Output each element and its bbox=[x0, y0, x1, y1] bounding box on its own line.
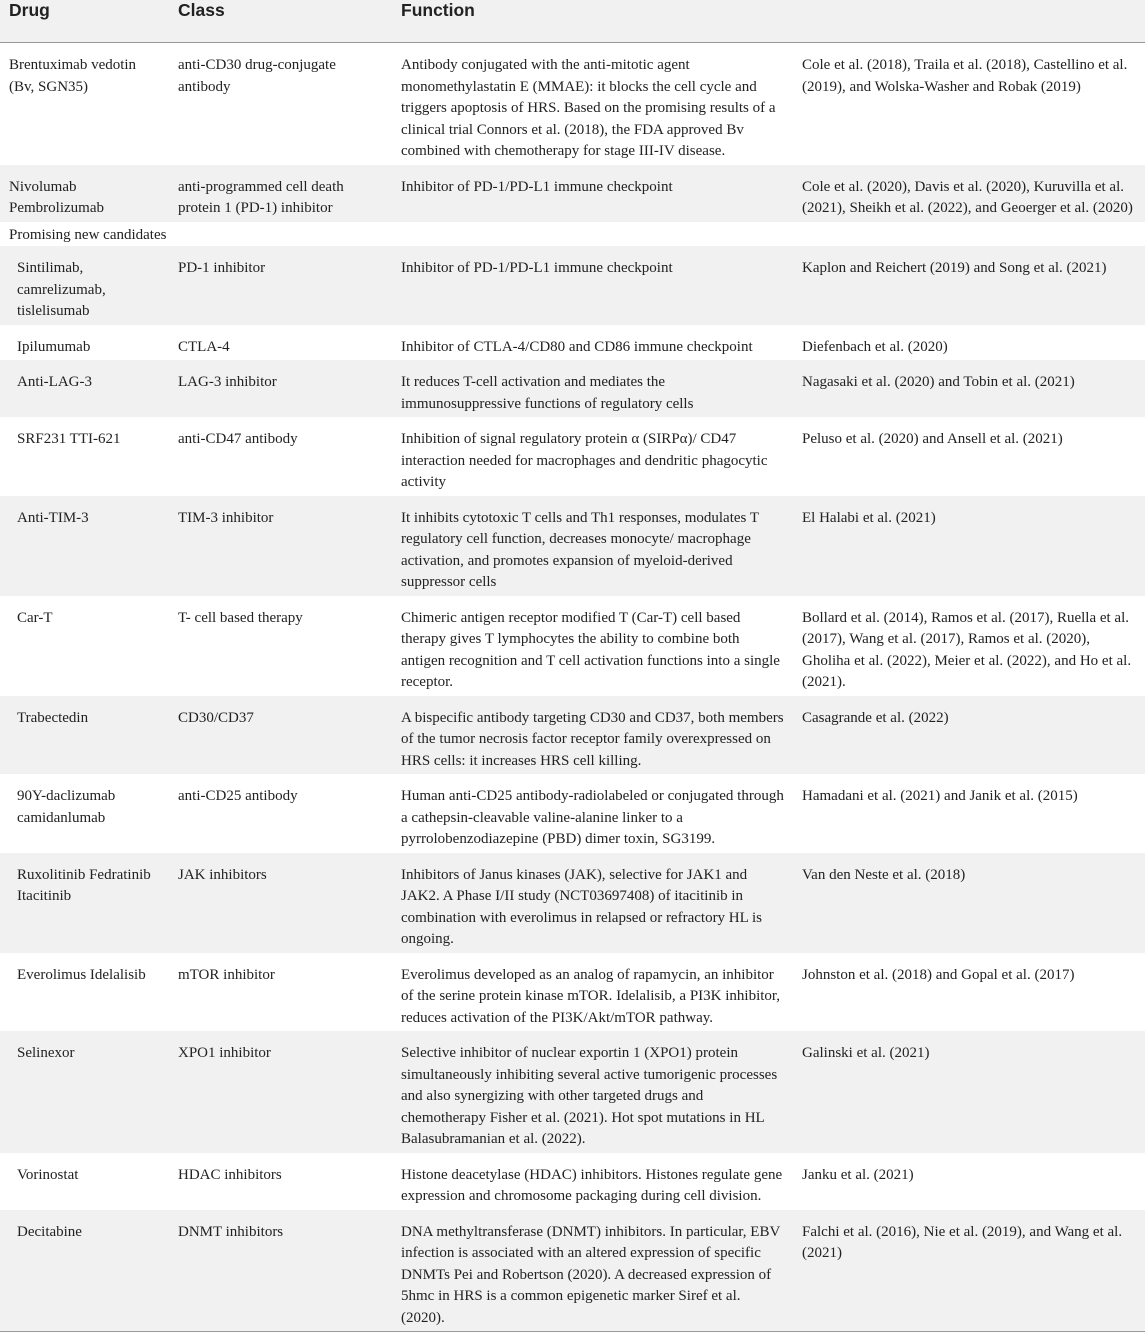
cell-class: anti-programmed cell death protein 1 (PD-1) inhibitor bbox=[178, 178, 344, 216]
table-row bbox=[0, 1031, 1145, 1153]
header-reference bbox=[793, 0, 1145, 43]
cell-class: PD-1 inhibitor bbox=[178, 260, 266, 276]
cell-drug: Anti-TIM-3 bbox=[17, 509, 89, 526]
header-class: Class bbox=[178, 0, 225, 20]
cell-function: Antibody conjugated with the anti-mitotic agent monomethylastatin E (MMAE): it blocks the cell cycle and triggers apoptosis of HRS. Based on the promising results of a clinical trial Connors et al. (2018), the FDA approved Bv combined with chemotherapy for stage III-IV disease. bbox=[401, 57, 776, 159]
cell-drug: Ruxolitinib Fedratinib Itacitinib bbox=[17, 866, 151, 904]
cell-reference: Peluso et al. (2020) and Ansell et al. (2021) bbox=[802, 431, 1063, 447]
cell-class: CD30/CD37 bbox=[178, 709, 254, 726]
table-header-row bbox=[0, 0, 1145, 43]
table-row bbox=[0, 1210, 1145, 1332]
table-row bbox=[0, 696, 1145, 775]
cell-function: Selective inhibitor of nuclear exportin 1 (XPO1) protein simultaneously inhibiting several active tumorigenic processes and also synergizing with other targeted drugs and chemotherapy Fisher et al. (2021). Hot spot mutations in HL Balasubramanian et al. (2022). bbox=[401, 1045, 778, 1147]
cell-function: Everolimus developed as an analog of rapamycin, an inhibitor of the serine protein kinase mTOR. Idelalisib, a PI3K inhibitor, reduces activation of the PI3K/Akt/mTOR pathway. bbox=[401, 966, 781, 1026]
cell-reference: Casagrande et al. (2022) bbox=[802, 709, 949, 726]
cell-reference: El Halabi et al. (2021) bbox=[802, 509, 936, 526]
cell-function: Histone deacetylase (HDAC) inhibitors. Histones regulate gene expression and chromosome packaging during cell division. bbox=[401, 1166, 783, 1204]
section-label: Promising new candidates bbox=[9, 226, 167, 243]
cell-reference: Van den Neste et al. (2018) bbox=[802, 866, 966, 883]
cell-class: anti-CD30 drug-conjugate antibody bbox=[178, 57, 336, 95]
table-row bbox=[0, 1153, 1145, 1210]
table-row bbox=[0, 774, 1145, 853]
cell-class: LAG-3 inhibitor bbox=[178, 374, 277, 390]
cell-drug: Car-T bbox=[17, 609, 53, 626]
cell-drug: 90Y-daclizumab camidanlumab bbox=[17, 788, 116, 826]
cell-drug: Ipilumumab bbox=[17, 338, 91, 355]
cell-reference: Cole et al. (2018), Traila et al. (2018), Castellino et al. (2019), and Wolska-Washer and Robak (2019) bbox=[802, 57, 1128, 95]
cell-function: Inhibitor of PD-1/PD-L1 immune checkpoint bbox=[401, 178, 673, 195]
table-row bbox=[0, 360, 1145, 417]
table-row bbox=[0, 165, 1145, 222]
cell-class: JAK inhibitors bbox=[178, 866, 267, 883]
cell-function: Human anti-CD25 antibody-radiolabeled or conjugated through a cathepsin-cleavable valine-alanine linker to a pyrrolobenzodiazepine (PBD) dimer toxin, SG3199. bbox=[401, 788, 784, 847]
cell-class: anti-CD25 antibody bbox=[178, 788, 298, 804]
cell-reference: Galinski et al. (2021) bbox=[802, 1045, 930, 1061]
cell-class: HDAC inhibitors bbox=[178, 1166, 282, 1183]
table-row bbox=[0, 417, 1145, 496]
table-row bbox=[0, 246, 1145, 325]
cell-reference: Bollard et al. (2014), Ramos et al. (2017), Ruella et al. (2017), Wang et al. (2017), Ramos et al. (2020), Gholiha et al. (2022), Meier et al. (2022), and Ho et al. (2021). bbox=[802, 609, 1132, 690]
cell-function: A bispecific antibody targeting CD30 and CD37, both members of the tumor necrosis factor receptor family overexpressed on HRS cells: it increases HRS cell killing. bbox=[401, 709, 784, 769]
table-row bbox=[0, 596, 1145, 696]
cell-drug: Decitabine bbox=[0, 1210, 169, 1332]
cell-function: Inhibitor of PD-1/PD-L1 immune checkpoint bbox=[401, 260, 673, 276]
cell-class: anti-CD47 antibody bbox=[178, 431, 298, 447]
header-drug: Drug bbox=[9, 0, 50, 20]
header-function: Function bbox=[401, 0, 475, 20]
cell-function: Chimeric antigen receptor modified T (Car-T) cell based therapy gives T lymphocytes the ability to combine both antigen recognition and T cell activation functions into a single receptor. bbox=[401, 609, 780, 690]
table-row bbox=[0, 43, 1145, 165]
cell-reference: Diefenbach et al. (2020) bbox=[802, 338, 948, 355]
cell-class: TIM-3 inhibitor bbox=[178, 509, 274, 526]
cell-class: mTOR inhibitor bbox=[178, 966, 275, 983]
cell-function: Inhibitor of CTLA-4/CD80 and CD86 immune checkpoint bbox=[401, 338, 753, 355]
cell-function: Inhibition of signal regulatory protein α (SIRPα)/ CD47 interaction needed for macrophages and dendritic phagocytic activity bbox=[401, 431, 768, 490]
cell-reference: Kaplon and Reichert (2019) and Song et al. (2021) bbox=[802, 260, 1107, 276]
cell-class: XPO1 inhibitor bbox=[178, 1045, 271, 1061]
cell-function: DNA methyltransferase (DNMT) inhibitors. In particular, EBV infection is associated with an altered expression of specific DNMTs Pei and Robertson (2020). A decreased expression of 5hmc in HRS is a common epigenetic marker Siref et al. (2020). bbox=[392, 1210, 793, 1332]
cell-function: Inhibitors of Janus kinases (JAK), selective for JAK1 and JAK2. A Phase I/II study (NCT03697408) of itacitinib in combination with everolimus in relapsed or refractory HL is ongoing. bbox=[401, 866, 763, 947]
cell-drug: Trabectedin bbox=[17, 709, 89, 726]
cell-drug: Nivolumab Pembrolizumab bbox=[9, 178, 104, 216]
cell-class: CTLA-4 bbox=[178, 338, 230, 355]
cell-class: T- cell based therapy bbox=[178, 609, 303, 626]
cell-drug: Brentuximab vedotin (Bv, SGN35) bbox=[9, 57, 137, 95]
cell-class: DNMT inhibitors bbox=[169, 1210, 392, 1332]
cell-drug: Selinexor bbox=[17, 1045, 75, 1061]
table-row bbox=[0, 853, 1145, 953]
cell-reference: Falchi et al. (2016), Nie et al. (2019), and Wang et al. (2021) bbox=[793, 1210, 1145, 1332]
cell-reference: Hamadani et al. (2021) and Janik et al. (2015) bbox=[802, 788, 1078, 804]
cell-reference: Johnston et al. (2018) and Gopal et al. (2017) bbox=[802, 966, 1075, 983]
cell-drug: SRF231 TTI-621 bbox=[17, 431, 121, 447]
section-row bbox=[0, 222, 1145, 247]
cell-drug: Everolimus Idelalisib bbox=[17, 966, 146, 983]
cell-drug: Sintilimab, camrelizumab, tislelisumab bbox=[17, 260, 106, 319]
cell-drug: Vorinostat bbox=[17, 1166, 79, 1183]
cell-reference: Cole et al. (2020), Davis et al. (2020), Kuruvilla et al. (2021), Sheikh et al. (2022), and Geoerger et al. (2020) bbox=[802, 178, 1133, 216]
table-row bbox=[0, 953, 1145, 1032]
cell-function: It reduces T-cell activation and mediates the immunosuppressive functions of regulatory cells bbox=[401, 374, 694, 412]
cell-reference: Nagasaki et al. (2020) and Tobin et al. (2021) bbox=[802, 374, 1075, 390]
cell-drug: Anti-LAG-3 bbox=[17, 374, 92, 390]
cell-reference: Janku et al. (2021) bbox=[802, 1166, 914, 1183]
table-row bbox=[0, 496, 1145, 596]
table-row bbox=[0, 325, 1145, 361]
cell-function: It inhibits cytotoxic T cells and Th1 responses, modulates T regulatory cell function, decreases monocyte/ macrophage activation, and promotes expansion of myeloid-derived suppressor cells bbox=[401, 509, 759, 590]
